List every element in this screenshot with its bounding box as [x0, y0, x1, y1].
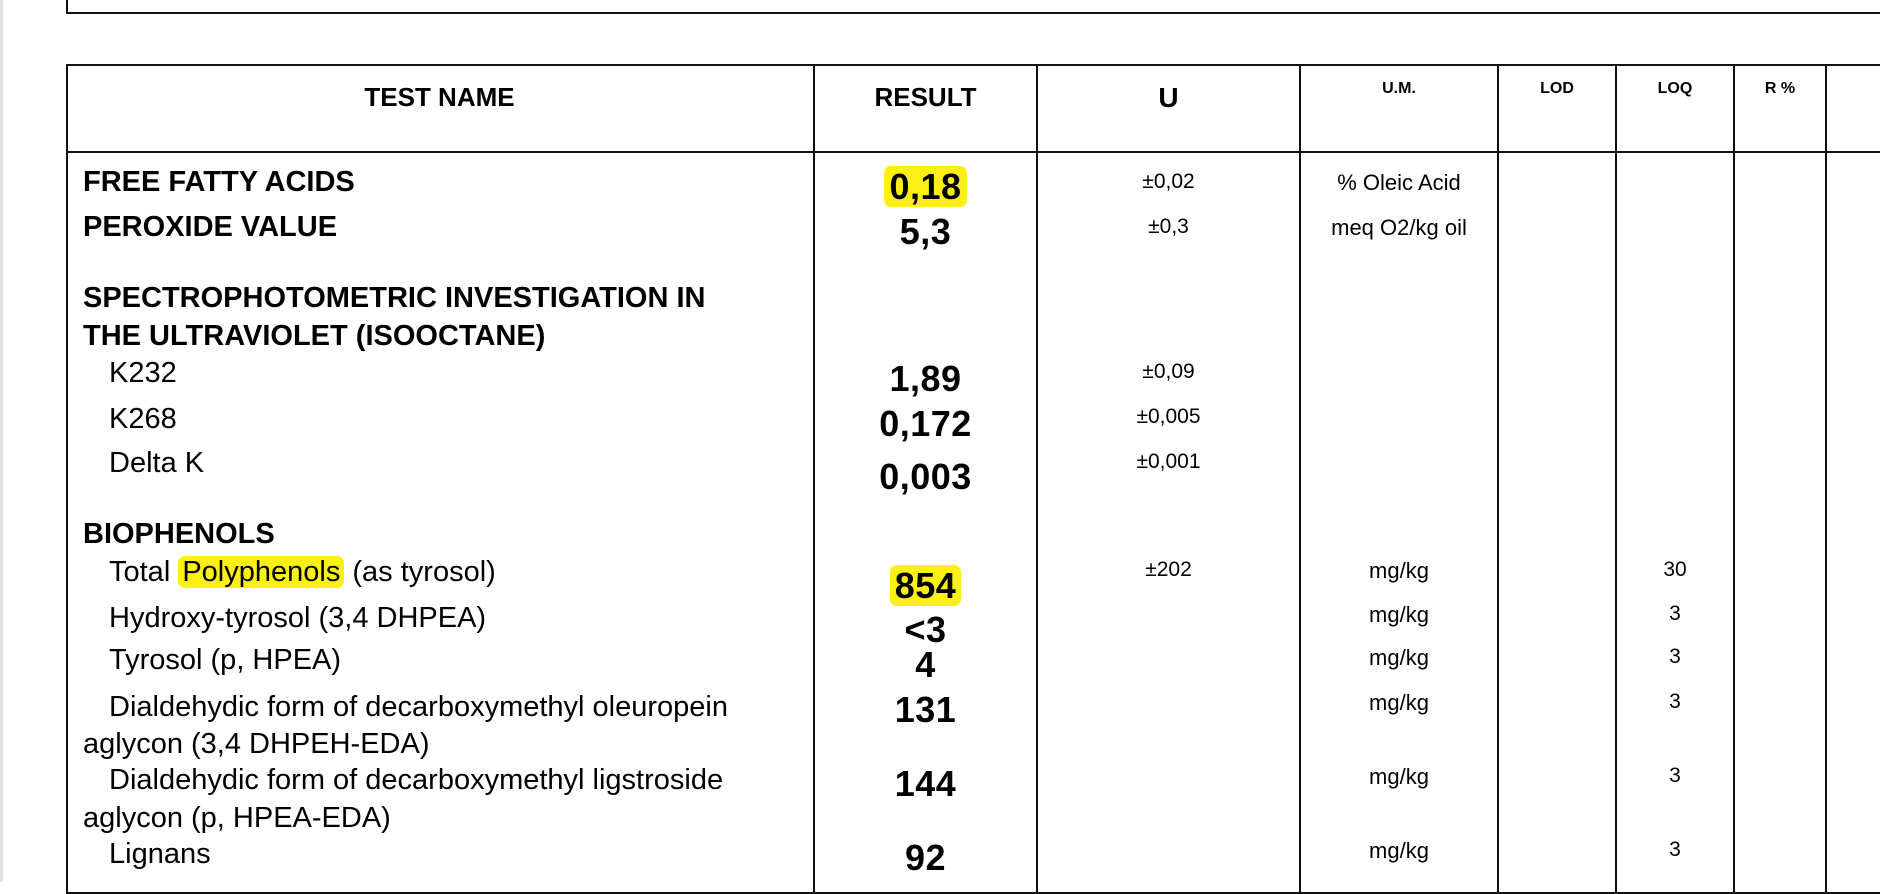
test-name-total-polyphenols: Total Polyphenols (as tyrosol) [109, 556, 496, 588]
loq-value: 3 [1669, 645, 1681, 668]
unit-value: mg/kg [1369, 602, 1429, 627]
header-u: U [1158, 82, 1179, 113]
test-name-lignans: Lignans [109, 838, 211, 870]
result-value: 131 [894, 689, 957, 730]
uncertainty-value: ±0,02 [1142, 170, 1195, 193]
column-divider [1497, 64, 1499, 894]
previous-section-box [66, 0, 1880, 14]
highlighted-result: 0,18 [884, 166, 966, 207]
test-name-delta-k: Delta K [109, 447, 205, 479]
loq-value: 3 [1669, 764, 1681, 787]
loq-value: 3 [1669, 690, 1681, 713]
result-value [815, 565, 1036, 607]
uncertainty-value: ±0,09 [1142, 360, 1195, 383]
result-value: 92 [904, 837, 947, 878]
test-name-tyrosol: Tyrosol (p, HPEA) [109, 644, 342, 676]
unit-value: mg/kg [1369, 764, 1429, 789]
test-name-oleuropein-aglycon: Dialdehydic form of decarboxymethyl oleuropein [109, 691, 728, 723]
unit-value: mg/kg [1369, 690, 1429, 715]
column-divider [1733, 64, 1735, 894]
header-rule [66, 151, 1880, 153]
result-value: 144 [894, 763, 957, 804]
loq-value: 30 [1663, 558, 1687, 581]
header-lod: LOD [1540, 80, 1574, 97]
header-test-name: TEST NAME [364, 82, 515, 112]
test-name-peroxide-value: PEROXIDE VALUE [83, 211, 338, 243]
test-name-oleuropein-aglycon-line2: aglycon (3,4 DHPEH-EDA) [83, 728, 430, 760]
loq-value: 3 [1669, 838, 1681, 861]
result-value: 5,3 [899, 211, 952, 252]
unit-value: % Oleic Acid [1337, 170, 1461, 195]
page-edge-shadow [0, 0, 3, 882]
header-loq: LOQ [1657, 80, 1693, 97]
unit-value: mg/kg [1369, 645, 1429, 670]
uncertainty-value: ±0,005 [1136, 405, 1201, 428]
result-value: 1,89 [889, 358, 962, 399]
section-title-spectrophotometric: SPECTROPHOTOMETRIC INVESTIGATION IN [83, 282, 706, 314]
test-name-ligstroside-aglycon: Dialdehydic form of decarboxymethyl ligstroside [109, 764, 724, 796]
test-name-hydroxy-tyrosol: Hydroxy-tyrosol (3,4 DHPEA) [109, 602, 487, 634]
highlighted-result: 854 [890, 565, 962, 606]
test-name-ligstroside-aglycon-line2: aglycon (p, HPEA-EDA) [83, 802, 391, 834]
unit-value: mg/kg [1369, 838, 1429, 863]
test-name-k232: K232 [109, 357, 177, 389]
result-value: <3 [904, 609, 947, 650]
column-divider [1825, 64, 1827, 894]
header-um: U.M. [1382, 80, 1416, 97]
test-name-k268: K268 [109, 403, 177, 435]
results-table [66, 64, 1880, 894]
unit-value: mg/kg [1369, 558, 1429, 583]
result-value: 0,172 [879, 403, 972, 444]
uncertainty-value: ±0,001 [1136, 450, 1201, 473]
uncertainty-value: ±202 [1145, 558, 1192, 581]
loq-value: 3 [1669, 602, 1681, 625]
unit-value: meq O2/kg oil [1331, 215, 1467, 240]
section-title-biophenols: BIOPHENOLS [83, 518, 275, 550]
result-value: 0,003 [879, 456, 972, 497]
uncertainty-value: ±0,3 [1148, 215, 1189, 238]
result-value [815, 166, 1036, 208]
result-value: 4 [915, 644, 936, 685]
section-title-spectrophotometric-line2: THE ULTRAVIOLET (ISOOCTANE) [83, 320, 546, 352]
test-name-free-fatty-acids: FREE FATTY ACIDS [83, 166, 355, 198]
highlighted-term: Polyphenols [178, 556, 344, 588]
header-r: R % [1764, 80, 1796, 97]
header-result: RESULT [874, 82, 977, 112]
